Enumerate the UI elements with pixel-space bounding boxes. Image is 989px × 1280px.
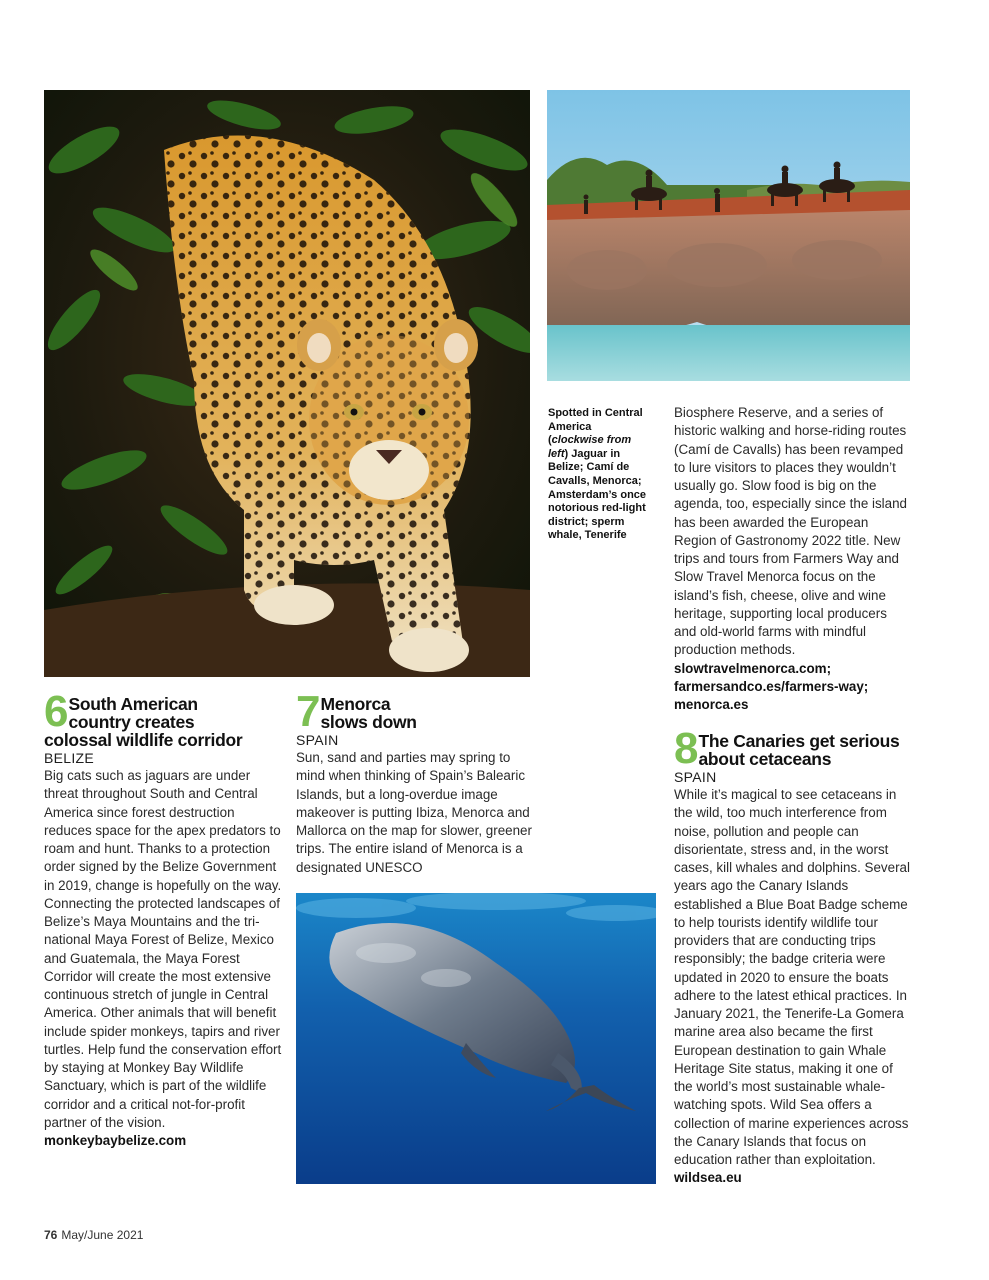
- headline-line: slows down: [320, 712, 417, 732]
- article-7-continued: [674, 404, 912, 714]
- headline-line: Menorca: [320, 694, 391, 714]
- country-label: SPAIN: [296, 732, 339, 748]
- article-number: 8: [674, 724, 697, 773]
- article-number: 6: [44, 687, 67, 736]
- article-number: 7: [296, 687, 319, 736]
- headline-line: about cetaceans: [698, 749, 832, 769]
- article-8: [674, 724, 914, 1188]
- menorca-coast-photo: [547, 90, 910, 381]
- article-body: Sun, sand and parties may spring to mind when thinking of Spain’s Balearic Islands, but a long-overdue image makeover is putting Ibiza, Menorca and Mallorca on the map for slower, greener trips. The entire island of Menorca is a designated UNESCO: [296, 750, 532, 875]
- article-link[interactable]: wildsea.eu: [674, 1170, 742, 1186]
- caption-italic: clockwise from left: [548, 434, 632, 460]
- article-body-continued: Biosphere Reserve, and a series of historic walking and horse-riding routes (Camí de Cavalls) has been revamped to lure visitors to places they wouldn’t usually go. Slow food is big on the agenda, too, especially since the island has been awarded the European Region of Gastronomy 2022 title. New trips and tours from Farmers Way and Slow Travel Menorca focus on the island’s fish, cheese, olive and wine heritage, supporting local producers and old-world farms with mindful production methods.: [674, 405, 908, 658]
- article-link[interactable]: slowtravelmenorca.com;: [674, 660, 832, 676]
- country-label: SPAIN: [674, 769, 717, 785]
- article-body: While it’s magical to see cetaceans in the wild, too much interference from noise, pollution and people can disorientate, stress and, in the worst cases, kill whales and dolphins. Several years ago the Canary Islands established a Blue Boat Badge scheme to help tourists identify wildlife tour providers that are conducting trips responsibly; the badge criteria were updated in 2020 to ensure the boats adhere to the latest ethical practices. In January 2021, the Tenerife-La Gomera marine area also became the first European destination to gain Whale Heritage Site status, making it one of the world’s most sustainable whale-watching spots. Wild Sea offers a collection of marine experiences across the Canary Islands that focus on education rather than exploitation.: [674, 787, 910, 1167]
- caption-lead: Spotted in Central America: [548, 407, 643, 433]
- article-link[interactable]: menorca.es: [674, 697, 749, 712]
- caption-rest: ) Jaguar in Belize; Camí de Cavalls, Menorca; Amsterdam’s once notorious red-light district; sperm whale, Tenerife: [548, 447, 647, 542]
- headline-line: The Canaries get serious: [698, 731, 900, 751]
- headline-line: colossal wildlife corridor: [44, 730, 243, 750]
- article-7-start: [296, 687, 536, 877]
- page-folio: [44, 1228, 143, 1242]
- headline-line: country creates: [68, 712, 195, 732]
- issue-date: May/June 2021: [61, 1228, 144, 1242]
- photo-caption: [548, 407, 652, 543]
- article-link[interactable]: monkeybaybelize.com: [44, 1133, 187, 1148]
- headline-line: South American: [68, 694, 198, 714]
- article-link[interactable]: farmersandco.es/farmers-way;: [674, 678, 869, 694]
- article-6: [44, 687, 282, 1150]
- jaguar-photo: [44, 90, 530, 677]
- article-body: Big cats such as jaguars are under threat throughout South and Central America since forest destruction reduces space for the apex predators to roam and hunt. Thanks to a protection order signed by the Belize Government in 2019, change is hopefully on the way. Connecting the protected landscapes of Belize’s Maya Mountains and the tri-national Maya Forest of Belize, Mexico and Guatemala, the Maya Forest Corridor will create the most extensive continuous stretch of jungle in Central America. Other animals that will benefit include spider monkeys, tapirs and river turtles. Help fund the conservation effort by staying at Monkey Bay Wildlife Sanctuary, which is part of the wildlife corridor and a critical not-for-profit partner of the vision.: [44, 768, 282, 1130]
- country-label: BELIZE: [44, 750, 95, 766]
- caption-open-paren: (: [548, 434, 552, 447]
- sperm-whale-photo: [296, 893, 656, 1184]
- page-number: 76: [44, 1228, 58, 1242]
